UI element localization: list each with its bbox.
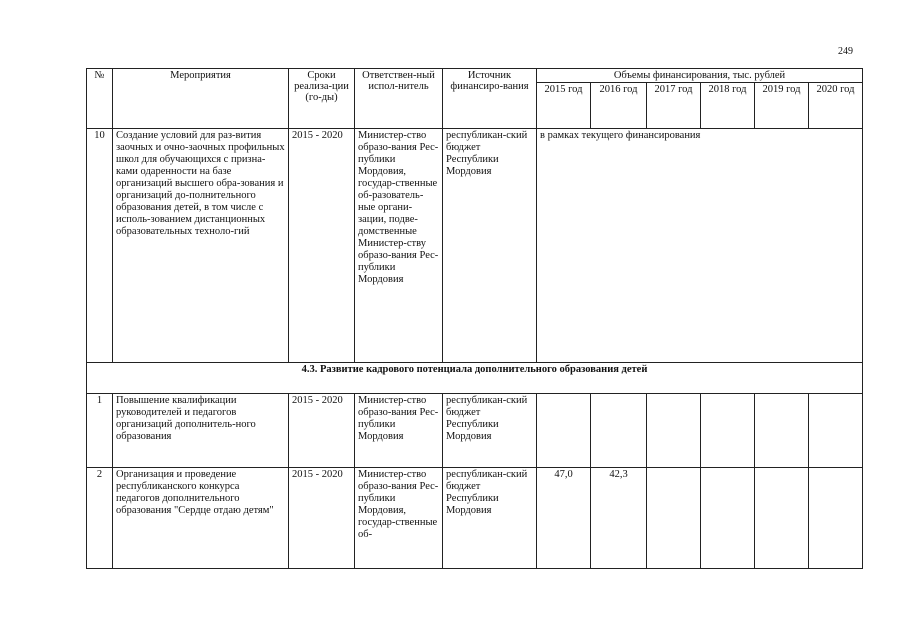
row-responsible: Министер-ство образо-вания Рес-публики Мордовия, государ-ственные об- [355,468,443,569]
row-value-2018 [701,394,755,468]
row-value-2019 [755,394,809,468]
row-value-2020 [809,394,863,468]
row-value-2018 [701,468,755,569]
header-year: 2015 год [537,83,591,129]
section-header-row [87,363,863,394]
row-value-2015: 47,0 [537,468,591,569]
row-no: 10 [87,129,113,363]
header-event: Мероприятия [113,69,289,129]
row-event: Организация и проведение республиканского конкурса педагогов дополнительного образования "Сердце отдаю детям" [113,468,289,569]
section-title: 4.3. Развитие кадрового потенциала дополнительного образования детей [87,363,863,394]
row-responsible: Министер-ство образо-вания Рес-публики Мордовия, государ-ственные об-разователь-ные органи-зации, подве-домственные Министер-ству образо-вания Рес-публики Мордовия [355,129,443,363]
funding-table [86,68,863,569]
header-source: Источник финансиро-вания [443,69,537,129]
header-year: 2016 год [591,83,647,129]
row-terms: 2015 - 2020 [289,468,355,569]
header-volumes: Объемы финансирования, тыс. рублей [537,69,863,83]
row-value-2017 [647,394,701,468]
row-value-2016 [591,394,647,468]
header-terms: Сроки реализа-ции (го-ды) [289,69,355,129]
row-volumes-note: в рамках текущего финансирования [537,129,863,363]
row-source: республикан-ский бюджет Республики Мордовия [443,468,537,569]
row-value-2019 [755,468,809,569]
row-responsible: Министер-ство образо-вания Рес-публики Мордовия [355,394,443,468]
row-terms: 2015 - 2020 [289,394,355,468]
header-year: 2017 год [647,83,701,129]
header-row-1 [87,69,863,83]
header-responsible: Ответствен-ный испол-нитель [355,69,443,129]
row-event: Создание условий для раз-вития заочных и очно-заочных профильных школ для обучающихся с призна-ками одаренности на базе организаций высшего обра-зования и организаций до-полнительного образования детей, в том числе с исполь-зованием дистанционных образовательных техноло-гий [113,129,289,363]
header-year: 2020 год [809,83,863,129]
page-number: 249 [838,46,853,57]
row-source: республикан-ский бюджет Республики Мордовия [443,129,537,363]
row-value-2017 [647,468,701,569]
row-event: Повышение квалификации руководителей и педагогов организаций дополнитель-ного образования [113,394,289,468]
row-value-2020 [809,468,863,569]
header-year: 2019 год [755,83,809,129]
header-no: № [87,69,113,129]
header-year: 2018 год [701,83,755,129]
table-row [87,129,863,363]
table-row [87,394,863,468]
row-value-2015 [537,394,591,468]
row-source: республикан-ский бюджет Республики Мордовия [443,394,537,468]
row-no: 1 [87,394,113,468]
row-no: 2 [87,468,113,569]
row-value-2016: 42,3 [591,468,647,569]
row-terms: 2015 - 2020 [289,129,355,363]
table-row [87,468,863,569]
